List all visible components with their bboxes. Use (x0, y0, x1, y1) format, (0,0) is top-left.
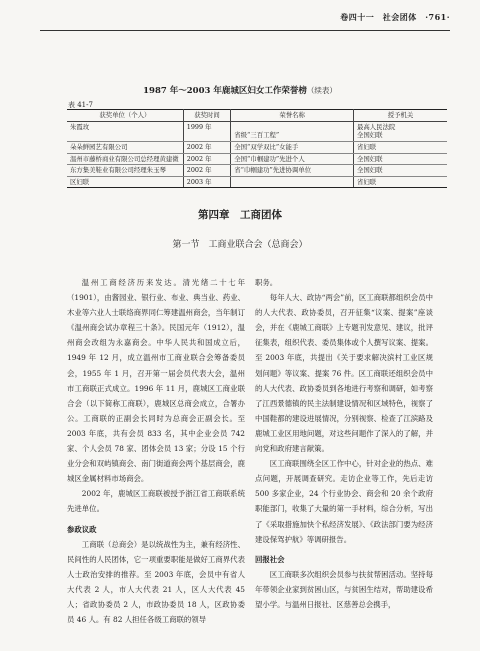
header-honor: 荣誉名称 (231, 110, 354, 122)
table-title-text: 1987 年～2003 年鹿城区妇女工作荣誉榜 (143, 86, 307, 96)
cell-honor: 省级“三百工程” (231, 121, 354, 141)
table-row (67, 121, 447, 141)
cell-time: 2002 年 (183, 141, 230, 153)
paragraph: 区工商联围绕全区工作中心，针对企业的热点、难点问题，开展调查研究。走访企业等工作，先后走访 500 多家企业，24 个行业协会、商会和 20 余个政府职能部门，收集了大量的第一手材料，综合分析，写出了《采取措施加快个私经济发展》、《政法部门要为经济建设保驾护航》等调研报告。 (255, 459, 433, 544)
subheading-social-return: 回报社会 (255, 554, 285, 564)
paragraph: 工商联（总商会）是以统战性为主，兼有经济性、民间性的人民团体，它一项重要职能是做好工商界代表人士政治安排的推荐。至 2003 年底，会员中有省人大代表 2 人，市人大代表 21 人，区人大代表 45 人；省政协委员 2 人，市政协委员 18 人，区政协委员 46 人。有 82 人担任各级工商联的领导 (67, 539, 245, 625)
paragraph: 温州工商经济历来发达。清光绪二十七年（1901），由酱园业、银行业、布业、典当业、药业、木业等六业人士联络商界同仁筹建温州商会，当年制订《温州商会试办章程三十条》。民国元年（1912），温州商会改组为永嘉商会。中华人民共和国成立后，1949 年 12 月，成立温州市工商业联合会筹备委员会，1955 年 1 月，召开第一届会员代表大会，温州市工商联正式成立。1996 年 11 月，鹿城区工商业联合会（以下简称工商联），鹿城区总商会成立，合署办公。工商联的正副会长同时为总商会正副会长。至 2003 年底，共有会员 833 名，其中企业会员 742 家、个人会员 78 家、团体会员 13 家；分设 15 个行业分会和双屿镇商会、南门街道商会两个基层商会，鹿城区金属材料市场商会。 (67, 278, 245, 484)
table-row (67, 165, 447, 177)
cell-unit: 温州市藤桥商业有限公司总经理黄建微 (67, 153, 183, 165)
table-row (67, 141, 447, 153)
paragraph: 每年人大、政协“两会”前，区工商联都组织会员中的人大代表、政协委员，召开征集“议案、提案”座谈会，并在《鹿城工商联》上专题刊发意见、建议，批评征集表，组织代表、委员集体或个人撰写议案、提案。至 2003 年底，共提出《关于要求解决滨村工业区规划问题》等议案、提案 76 件。区工商联还组织会员中的人大代表、政协委员到各地进行考察和调研，如考察了江西景德镇的民主法制建设情况和区域特色，视察了中国鞋都的建设进展情况，分别视察、检查了江滨路及鹿城工业区用地问题，对这些问题作了深入的了解，并向党和政府建言献策。 (255, 293, 433, 454)
cell-authority: 全国妇联 (354, 165, 447, 177)
table-row (67, 176, 447, 188)
cell-unit: 朱霞玫 (67, 121, 183, 141)
cell-unit: 区妇联 (67, 176, 183, 188)
cell-unit: 朵朵鲜园艺有限公司 (67, 141, 183, 153)
paragraph: 职务。 (255, 278, 278, 287)
running-head: 卷四十一 社会团体 ·761· (340, 12, 450, 22)
table-title (0, 84, 480, 96)
cell-time: 2002 年 (183, 165, 230, 177)
cell-unit: 东方集美鞋业有限公司经理朱玉琴 (67, 165, 183, 177)
cell-authority: 全国妇联 (354, 153, 447, 165)
cell-time: 2003 年 (183, 176, 230, 188)
cell-honor: 全国“巾帼建功”先进个人 (231, 153, 354, 165)
chapter-title: 第四章 工商团体 (198, 209, 282, 221)
header-rule (40, 30, 450, 31)
table-subtitle: （续表） (306, 86, 337, 95)
cell-honor: 全国“双学双比”女能手 (231, 141, 354, 153)
cell-honor (231, 176, 354, 188)
cell-authority: 省妇联 (354, 141, 447, 153)
paragraph: 2002 年，鹿城区工商联被授予浙江省工商联系统先进单位。 (67, 489, 245, 514)
cell-honor: 省“巾帼建功”先进协调单位 (231, 165, 354, 177)
header-unit: 获奖单位（个人） (67, 110, 183, 122)
cell-authority: 最高人民法院 全国妇联 (354, 121, 447, 141)
body-column-right (255, 275, 433, 612)
subheading-participation: 参政议政 (67, 524, 97, 534)
table-header-row (67, 110, 447, 122)
cell-time: 1999 年 (183, 121, 230, 141)
table-number: 表 41-7 (68, 101, 93, 109)
paragraph: 区工商联多次组织会员参与扶贫帮困活动。坚持每年带领企业家到贫困山区，与贫困生结对，帮助建设希望小学。与温州日报社、区慈善总会携手， (255, 569, 433, 609)
table-row (67, 153, 447, 165)
honors-table (67, 109, 447, 188)
body-column-left (67, 275, 245, 627)
header-time: 获奖时间 (183, 110, 230, 122)
cell-authority: 省妇联 (354, 176, 447, 188)
cell-time: 2002 年 (183, 153, 230, 165)
header-authority: 授予机关 (354, 110, 447, 122)
section-title: 第一节 工商业联合会（总商会） (172, 240, 308, 250)
